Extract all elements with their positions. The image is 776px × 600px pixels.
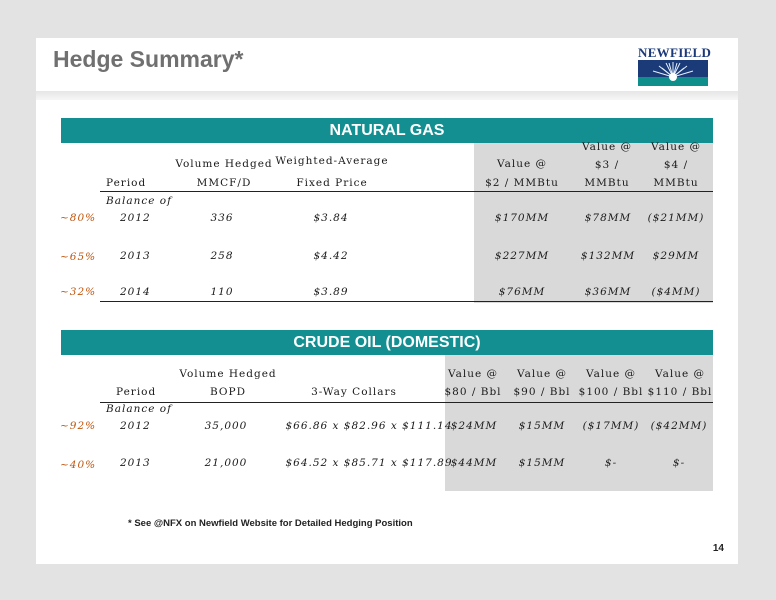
gas-header-volume-line1: Volume Hedged	[175, 158, 273, 170]
gas-row-price: $3.84	[313, 212, 349, 224]
oil-header-v80-line2: $80 / Bbl	[444, 386, 502, 398]
gas-bottom-rule	[100, 301, 713, 302]
gas-row-percent: ~80%	[60, 212, 97, 224]
gas-row-volume: 110	[210, 286, 234, 298]
oil-header-volume-line1: Volume Hedged	[179, 368, 277, 380]
gas-header-v4-line1: Value @	[650, 141, 702, 153]
oil-header-period: Period	[116, 386, 157, 398]
slide	[36, 38, 738, 564]
natural-gas-section-header: NATURAL GAS	[61, 118, 713, 143]
oil-row-period: 2012	[120, 420, 151, 432]
oil-balance-label: Balance of	[106, 403, 172, 415]
oil-header-v110-line2: $110 / Bbl	[647, 386, 713, 398]
oil-row-value-110: $-	[672, 457, 686, 469]
oil-header-v100-line1: Value @	[585, 368, 637, 380]
gas-header-rule	[100, 191, 713, 192]
footnote: * See @NFX on Newfield Website for Detailed Hedging Position	[128, 518, 413, 529]
gas-header-v3-line3: MMBtu	[584, 177, 630, 189]
gas-header-v2-line1: Value @	[496, 158, 548, 170]
oil-header-volume-line2: BOPD	[209, 386, 247, 398]
oil-row-percent: ~92%	[60, 420, 97, 432]
oil-row-value-100: $-	[604, 457, 618, 469]
oil-header-v90-line1: Value @	[516, 368, 568, 380]
sunburst-icon	[638, 60, 708, 86]
oil-header-v90-line2: $90 / Bbl	[513, 386, 571, 398]
crude-oil-section-header: CRUDE OIL (DOMESTIC)	[61, 330, 713, 355]
oil-header-v100-line2: $100 / Bbl	[578, 386, 644, 398]
page-number: 14	[712, 543, 724, 554]
oil-row-value-90: $15MM	[518, 457, 566, 469]
gas-header-price-line2: Fixed Price	[296, 177, 368, 189]
gas-row-volume: 258	[210, 250, 234, 262]
oil-header-rule	[100, 402, 713, 403]
oil-row-volume: 21,000	[204, 457, 248, 469]
newfield-logo	[638, 45, 712, 87]
oil-row-collars: $66.86 x $82.96 x $111.14	[285, 420, 453, 432]
gas-row-value-4: ($4MM)	[651, 286, 701, 298]
gas-header-v3-line1: Value @	[581, 141, 633, 153]
title-divider	[36, 91, 738, 100]
gas-row-percent: ~65%	[60, 251, 97, 263]
oil-row-percent: ~40%	[60, 459, 97, 471]
gas-row-value-2: $227MM	[494, 250, 550, 262]
gas-row-value-4: $29MM	[652, 250, 700, 262]
gas-row-period: 2013	[120, 250, 151, 262]
gas-row-value-3: $78MM	[584, 212, 632, 224]
oil-row-value-100: ($17MM)	[582, 420, 640, 432]
gas-row-percent: ~32%	[60, 286, 97, 298]
oil-row-volume: 35,000	[204, 420, 248, 432]
oil-header-v80-line1: Value @	[447, 368, 499, 380]
gas-row-value-3: $132MM	[580, 250, 636, 262]
oil-row-period: 2013	[120, 457, 151, 469]
gas-row-value-4: ($21MM)	[647, 212, 705, 224]
gas-balance-label: Balance of	[106, 195, 172, 207]
oil-header-collars: 3-Way Collars	[311, 386, 397, 398]
gas-header-period: Period	[106, 177, 147, 189]
gas-header-v2-line2: $2 / MMBtu	[485, 177, 559, 189]
oil-row-value-110: ($42MM)	[650, 420, 708, 432]
gas-row-value-2: $170MM	[494, 212, 550, 224]
gas-header-v3-line2: $3 /	[594, 159, 620, 171]
oil-row-collars: $64.52 x $85.71 x $117.89	[285, 457, 453, 469]
oil-row-value-90: $15MM	[518, 420, 566, 432]
oil-row-value-80: $24MM	[450, 420, 498, 432]
gas-row-price: $4.42	[313, 250, 349, 262]
logo-text: NEWFIELD	[638, 45, 712, 60]
gas-header-v4-line2: $4 /	[663, 159, 689, 171]
gas-header-v4-line3: MMBtu	[653, 177, 699, 189]
gas-row-value-3: $36MM	[584, 286, 632, 298]
gas-header-volume-line2: MMCF/D	[196, 177, 252, 189]
gas-header-price-line1: Weighted-Average	[275, 155, 389, 167]
oil-row-value-80: $44MM	[450, 457, 498, 469]
gas-row-value-2: $76MM	[498, 286, 546, 298]
slide-title: Hedge Summary*	[53, 46, 244, 72]
gas-row-price: $3.89	[313, 286, 349, 298]
gas-row-volume: 336	[210, 212, 234, 224]
oil-header-v110-line1: Value @	[654, 368, 706, 380]
gas-row-period: 2012	[120, 212, 151, 224]
gas-row-period: 2014	[120, 286, 151, 298]
